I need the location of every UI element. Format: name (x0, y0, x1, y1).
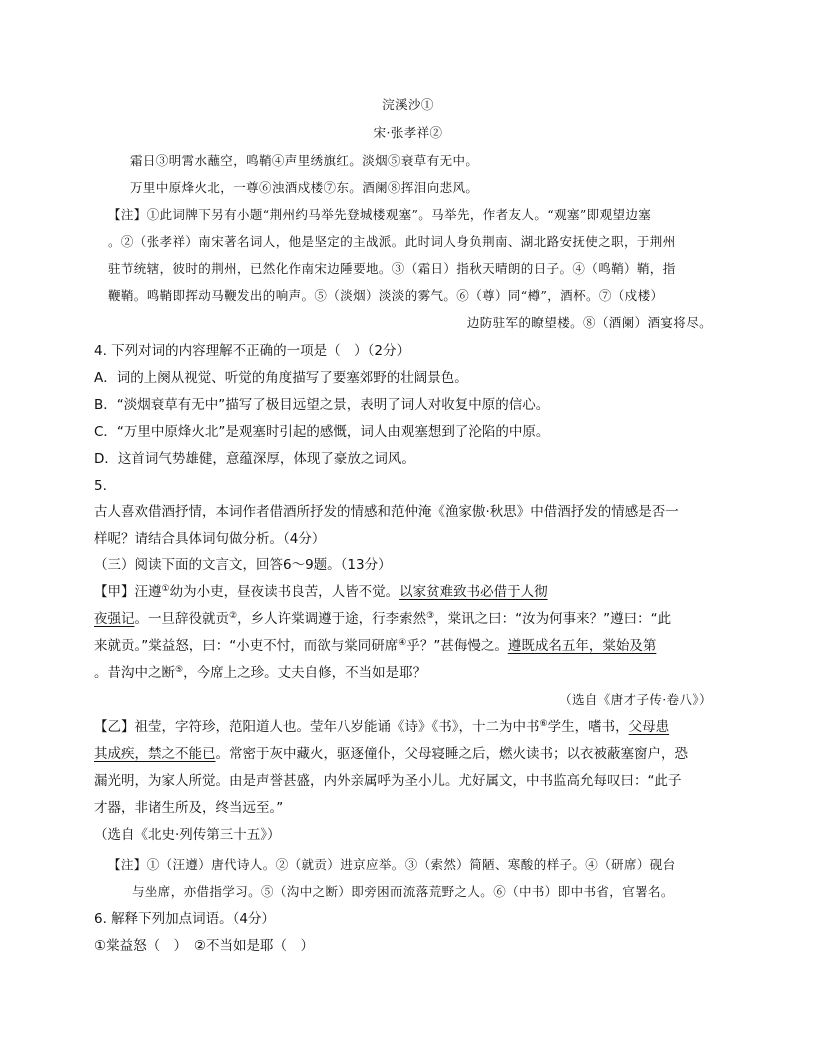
poem-note-line: 边防驻军的瞭望楼。⑧（酒阑）酒宴将尽。 (466, 315, 712, 330)
poem-note-line: 。②（张孝祥）南宋著名词人，他是坚定的主战派。此时词人身负荆南、湖北路安抚使之职，于荆州 (108, 234, 676, 249)
question-4-option-d: D．这首词气势雄健，意蕴深厚，体现了豪放之词风。 (94, 451, 415, 467)
question-4-option-c: C．“万里中原烽火北”是观塞时引起的感慨，词人由观塞想到了沦陷的中原。 (94, 424, 550, 440)
passage-yi-source: （选自《北史·列传第三十五》） (94, 827, 281, 843)
passage-yi-line: 其成疾，禁之不能已。常密于灰中藏火，驱逐僮仆，父母寝睡之后，燃火读书；以衣被蔽塞窗户，恐 (94, 746, 688, 762)
question-6-stem: 6. 解释下列加点词语。（4分） (94, 911, 276, 927)
passage-jia-line: 夜强记。一旦辞役就贡②，乡人许棠调遵于途，行李索然③，棠讯之曰：“汝为何事来？”遵曰：“此 (94, 611, 672, 627)
question-4-option-a: A．词的上阕从视觉、听觉的角度描写了要塞郊野的壮阔景色。 (94, 370, 468, 386)
passage-jia-line: 来就贡。”棠益怒，曰：“小吏不忖，而欲与棠同研席④乎？”甚侮慢之。遵既成名五年，棠始及第 (94, 638, 657, 654)
passage-note-line: 【注】①（汪遵）唐代诗人。②（就贡）进京应举。③（索然）简陋、寒酸的样子。④（研席）砚台 (108, 857, 676, 872)
question-4-option-b: B．“淡烟衰草有无中”描写了极目远望之景，表明了词人对收复中原的信心。 (94, 397, 550, 413)
passage-jia-line: 【甲】汪遵①幼为小吏，昼夜读书良苦，人皆不觉。以家贫难致书必借于人彻 (94, 584, 548, 600)
section-3-heading: （三）阅读下面的文言文，回答6～9题。（13分） (94, 557, 392, 573)
underlined-sentence: 以家贫难致书必借于人彻 (399, 584, 548, 600)
question-5-stem-line: 古人喜欢借酒抒情，本词作者借酒所抒发的情感和范仲淹《渔家傲·秋思》中借酒抒发的情感是否一 (94, 504, 679, 520)
passage-yi-line: 漏光明，为家人所觉。由是声誉甚盛，内外亲属呼为圣小儿。尤好属文，中书监高允每叹曰：“此子 (94, 773, 682, 789)
underlined-sentence: 遵既成名五年，棠始及第 (507, 638, 657, 654)
poem-note-line: 鞭鞘。鸣鞘即挥动马鞭发出的响声。⑤（淡烟）淡淡的雾气。⑥（尊）同“樽”，酒杯。⑦（戍楼） (108, 288, 664, 303)
poem-line-1: 霜日③明霄水蘸空，鸣鞘④声里绣旗红。淡烟⑤衰草有无中。 (130, 153, 479, 168)
poem-note-line: 【注】①此词牌下另有小题“荆州约马举先登城楼观塞”。马举先，作者友人。“观塞”即观望边塞 (108, 207, 652, 222)
question-5-stem-line: 样呢？请结合具体词句做分析。（4分） (94, 531, 326, 547)
question-6-items: ①棠益怒（ ） ②不当如是耶（ ） (94, 938, 314, 954)
poem-line-2: 万里中原烽火北，一尊⑥浊酒戍楼⑦东。酒阑⑧挥泪向悲风。 (130, 180, 479, 195)
question-5-number: 5. (94, 478, 107, 494)
poem-note-line: 驻节统辖，彼时的荆州，已然化作南宋边陲要地。③（霜日）指秋天晴朗的日子。④（鸣鞘）鞘，指 (108, 261, 676, 276)
passage-yi-line: 【乙】祖莹，字符珍，范阳道人也。莹年八岁能诵《诗》《书》，十二为中书⑥学生，嗜书，父母患 (94, 719, 670, 735)
passage-jia-source: （选自《唐才子传·卷八》） (559, 692, 712, 707)
underlined-sentence: 夜强记 (94, 611, 135, 627)
passage-yi-line: 才器，非诸生所及，终当远至。” (94, 800, 284, 816)
poem-title: 浣溪沙① (382, 97, 434, 112)
question-4-stem: 4. 下列对词的内容理解不正确的一项是（ ）（2分） (94, 343, 411, 359)
underlined-sentence: 父母患 (628, 719, 670, 735)
passage-jia-line: 。昔沟中之断⑤，今席上之珍。丈夫自修，不当如是耶？ (94, 665, 427, 681)
poem-author: 宋·张孝祥② (373, 125, 443, 140)
passage-note-line: 与坐席，亦借指学习。⑤（沟中之断）即旁困而流落荒野之人。⑥（中书）即中书省，官署名。 (132, 884, 674, 899)
underlined-sentence: 其成疾，禁之不能已 (94, 746, 216, 762)
